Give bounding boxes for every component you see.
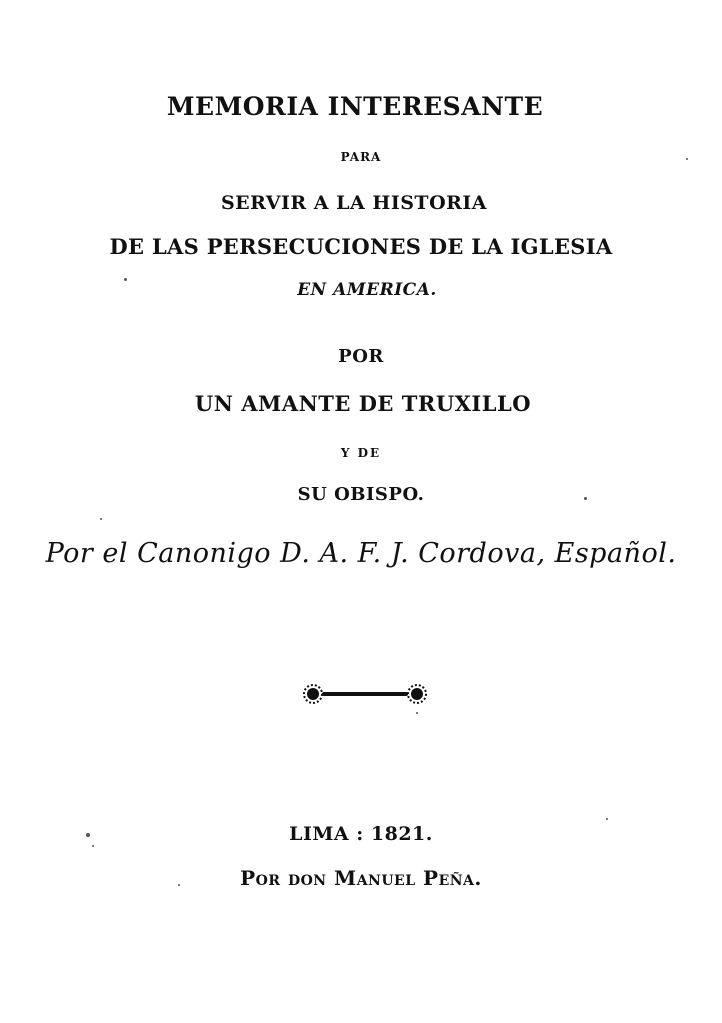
paper-speck (86, 833, 90, 837)
title-line-para: PARA (340, 150, 382, 164)
title-line-servir: SERVIR A LA HISTORIA (220, 192, 488, 214)
handwritten-attribution: Por el Canonigo D. A. F. J. Cordova, Español. (45, 538, 677, 569)
title-line-memoria: MEMORIA INTERESANTE (166, 92, 544, 121)
author-y-de: Y DE (340, 446, 382, 460)
paper-speck (416, 712, 418, 714)
author-por: POR (338, 346, 384, 367)
imprint-place-year: LIMA : 1821. (289, 823, 433, 845)
author-obispo: SU OBISPO. (297, 484, 425, 505)
paper-speck (606, 818, 608, 820)
printer-ornament-icon (300, 683, 430, 705)
paper-speck (100, 518, 102, 520)
title-line-america: EN AMERICA. (297, 280, 437, 300)
title-line-persecuciones: DE LAS PERSECUCIONES DE LA IGLESIA (109, 234, 613, 259)
paper-speck (584, 497, 587, 500)
paper-speck (92, 845, 94, 847)
imprint-printer: Por don Manuel Peña. (240, 866, 482, 890)
author-line: UN AMANTE DE TRUXILLO (194, 391, 532, 416)
paper-speck (686, 158, 688, 160)
paper-speck (178, 884, 180, 886)
paper-speck (124, 278, 127, 281)
